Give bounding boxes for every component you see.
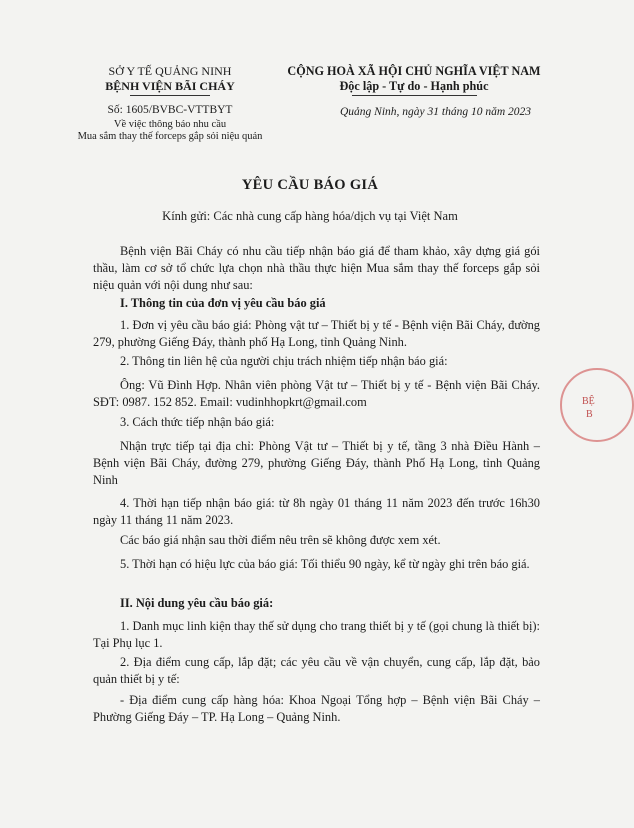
section-2-item-1: 1. Danh mục linh kiện thay thế sử dụng cho trang thiết bị y tế (gọi chung là thiết bị): Tại Phụ lục 1. [93, 619, 540, 650]
hospital-name: BỆNH VIỆN BÃI CHÁY [105, 79, 235, 93]
subject-line-2: Mua sắm thay thế forceps gắp sỏi niệu quản [77, 131, 263, 142]
ministry-name: SỞ Y TẾ QUẢNG NINH [108, 64, 232, 78]
section-2-delivery-location: - Địa điểm cung cấp hàng hóa: Khoa Ngoại Tổng hợp – Bệnh viện Bãi Cháy – Phường Giếng Đáy – TP. Hạ Long – Quảng Ninh. [93, 693, 540, 724]
official-stamp [560, 368, 634, 442]
document-title: YÊU CẦU BÁO GIÁ [241, 177, 379, 193]
section-1-address: Nhận trực tiếp tại địa chỉ: Phòng Vật tư – Thiết bị y tế, tầng 3 nhà Điều Hành – Bệnh viện Bãi Cháy, đường 279, phường Giếng Đáy, thành Phố Hạ Long, tỉnh Quảng Ninh [93, 439, 540, 487]
place-date: Quảng Ninh, ngày 31 tháng 10 năm 2023 [340, 106, 532, 118]
section-1-heading: I. Thông tin của đơn vị yêu cầu báo giá [120, 296, 326, 310]
section-2-item-2: 2. Địa điểm cung cấp, lắp đặt; các yêu cầu về vận chuyển, cung cấp, lắp đặt, bảo quản thiết bị y tế: [93, 655, 540, 686]
subject-line-1: Về việc thông báo nhu cầu [113, 119, 227, 130]
section-1-item-4: 4. Thời hạn tiếp nhận báo giá: từ 8h ngày 01 tháng 11 năm 2023 đến trước 16h30 ngày 11 tháng 11 năm 2023. [93, 496, 540, 527]
hospital-underline [130, 95, 210, 96]
document-number: Số: 1605/BVBC-VTTBYT [107, 104, 233, 116]
section-1-contact: Ông: Vũ Đình Hợp. Nhân viên phòng Vật tư – Thiết bị y tế - Bệnh viện Bãi Cháy. SĐT: 0987. 152 852. Email: vudinhhopkrt@gmail.com [93, 378, 540, 409]
motto-underline [352, 95, 477, 96]
section-1-note: Các báo giá nhận sau thời điểm nêu trên sẽ không được xem xét. [120, 533, 441, 547]
section-1-item-3: 3. Cách thức tiếp nhận báo giá: [120, 415, 275, 429]
section-1-item-2: 2. Thông tin liên hệ của người chịu trách nhiệm tiếp nhận báo giá: [120, 354, 448, 368]
intro-paragraph: Bệnh viện Bãi Cháy có nhu cầu tiếp nhận báo giá để tham khảo, xây dựng giá gói thầu, làm cơ sở tổ chức lựa chọn nhà thầu thực hiện Mua sắm thay thế forceps gắp sỏi niệu quản với nội dung như sau: [93, 244, 540, 292]
section-1-item-5: 5. Thời hạn có hiệu lực của báo giá: Tối thiểu 90 ngày, kể từ ngày ghi trên báo giá. [120, 557, 530, 571]
country-name: CỘNG HOÀ XÃ HỘI CHỦ NGHĨA VIỆT NAM [287, 64, 541, 78]
section-1-item-1: 1. Đơn vị yêu cầu báo giá: Phòng vật tư – Thiết bị y tế - Bệnh viện Bãi Cháy, đường 279, phường Giếng Đáy, thành phố Hạ Long, tỉnh Quảng Ninh. [93, 318, 540, 349]
recipient-line: Kính gửi: Các nhà cung cấp hàng hóa/dịch vụ tại Việt Nam [162, 209, 458, 223]
section-2-heading: II. Nội dung yêu cầu báo giá: [120, 596, 274, 610]
stamp-text: BỆ B [582, 396, 595, 420]
national-motto: Độc lập - Tự do - Hạnh phúc [339, 79, 489, 93]
